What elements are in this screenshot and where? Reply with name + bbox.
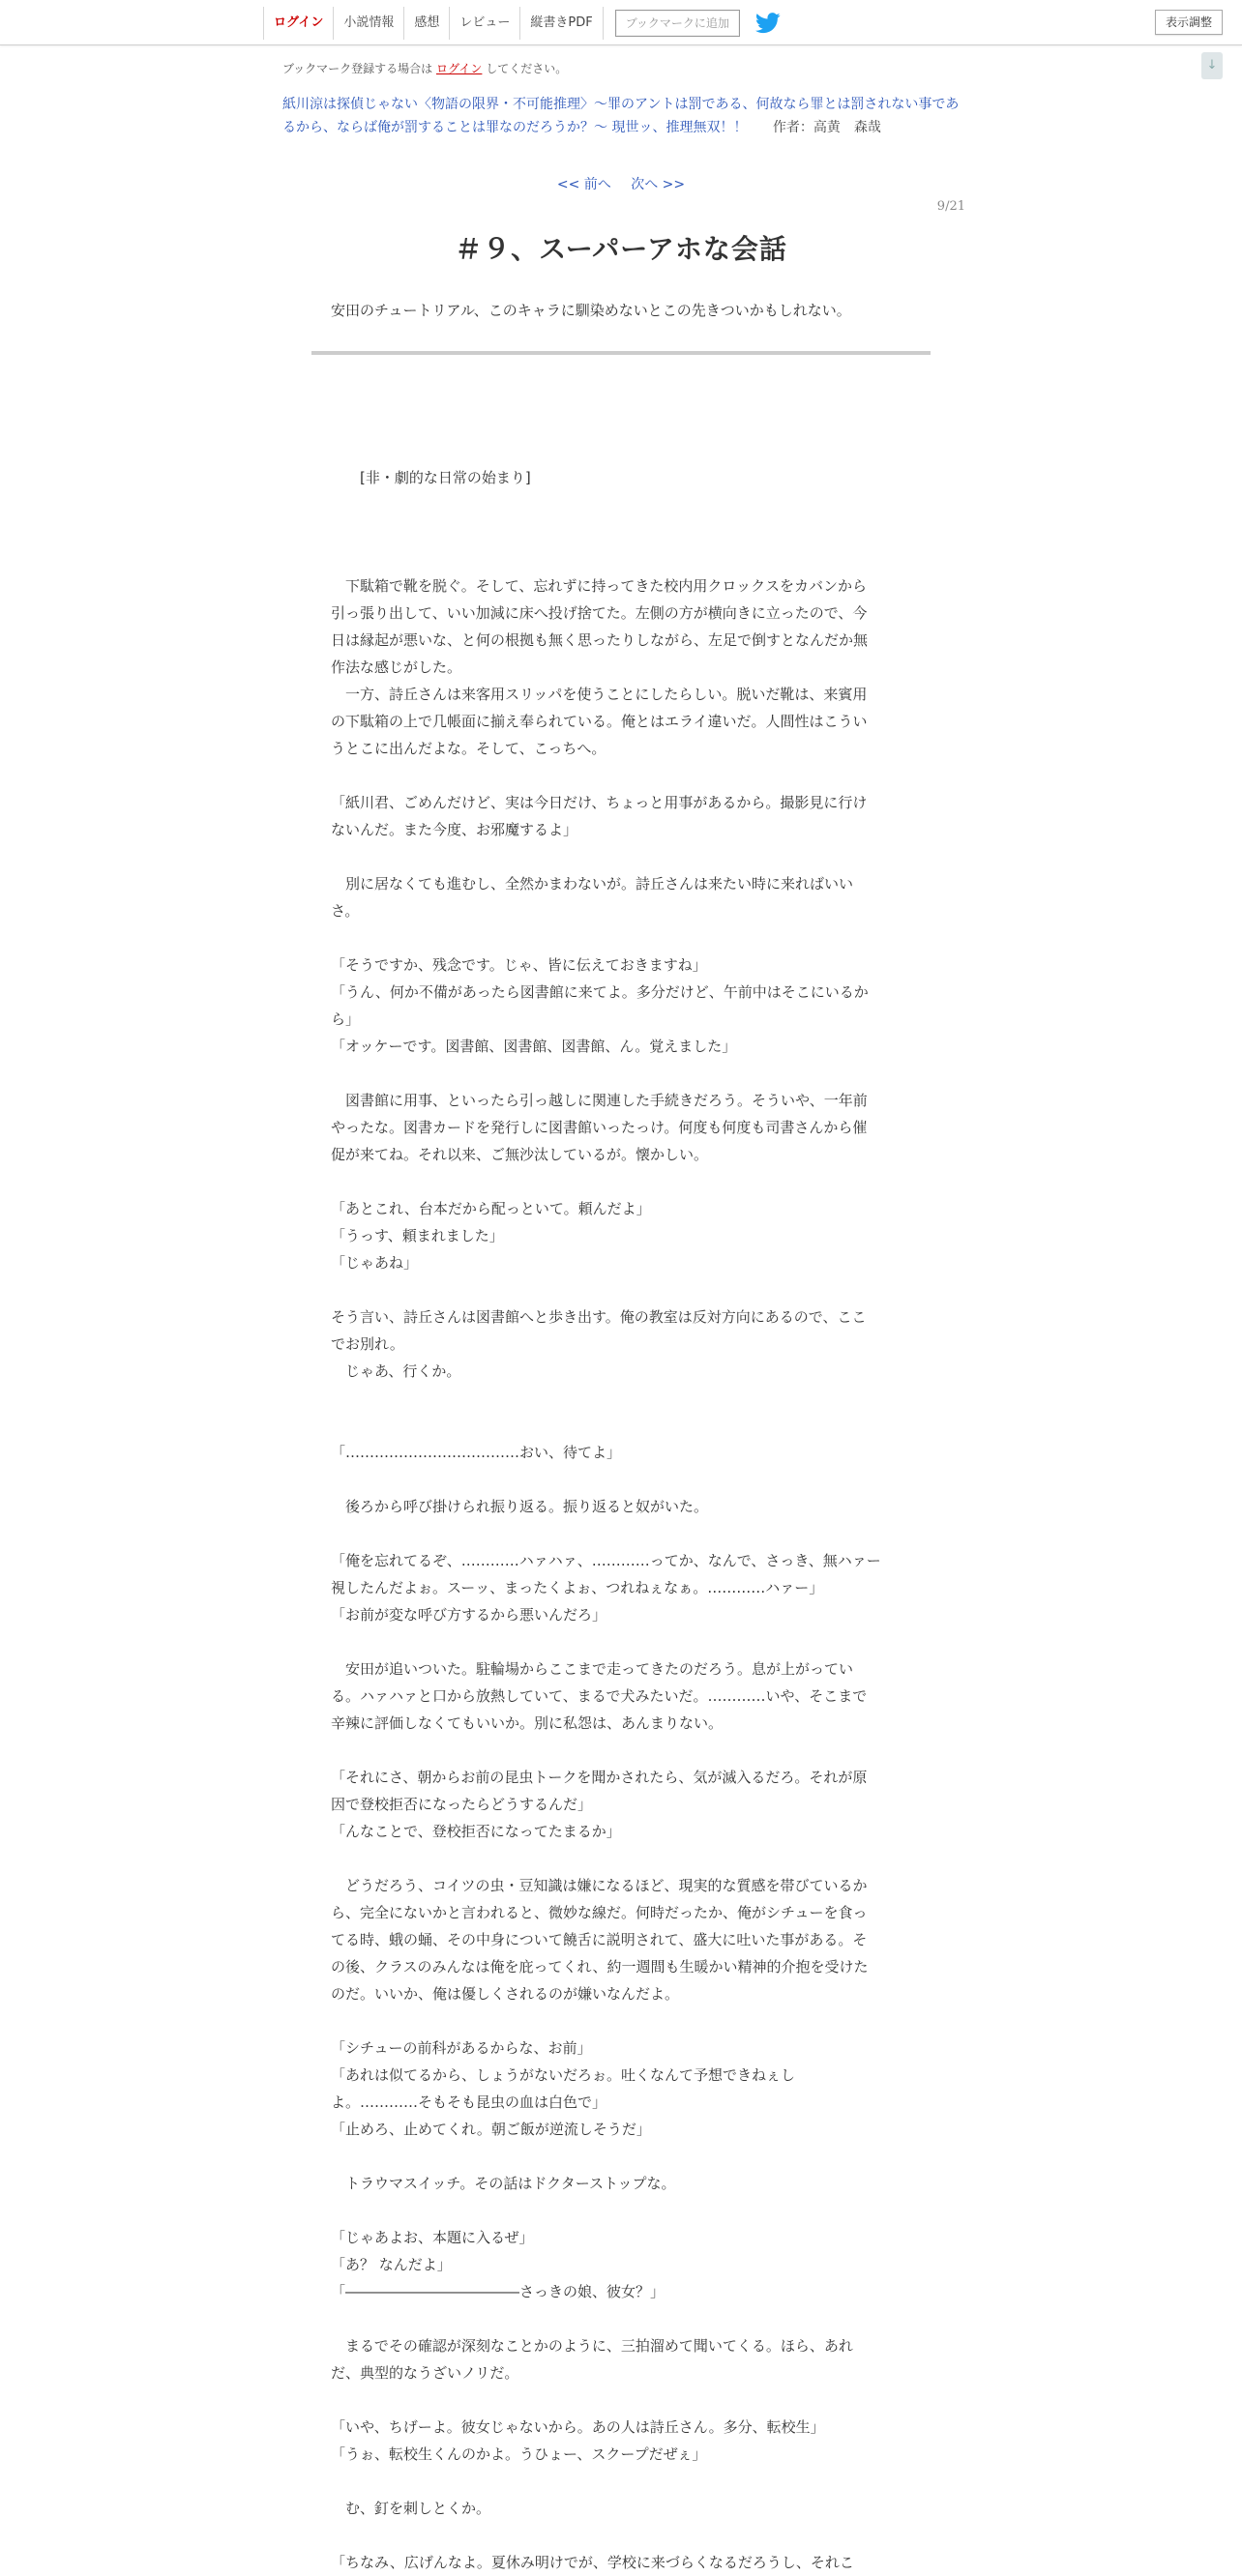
prev-episode-link[interactable]: << 前へ xyxy=(556,177,611,192)
body-line: 「うん、何か不備があったら図書館に来てよ。多分だけど、午前中はそこにいるか xyxy=(331,983,869,1001)
body-line: 「紙川君、ごめんだけど、実は今日だけ、ちょっと用事があるから。撮影見に行け xyxy=(331,794,868,811)
nav-menu xyxy=(263,6,781,41)
nav-review-link[interactable]: レビュー xyxy=(449,7,519,40)
body-line xyxy=(331,1168,911,1195)
body-line: 促が来てね。それ以来、ご無沙汰しているが。懐かしい。 xyxy=(331,1146,709,1163)
chapter-title: ＃９、スーパーアホな会話 xyxy=(455,233,787,265)
body-line: まるでその確認が深刻なことかのように、三拍溜めて聞いてくる。ほら、あれ xyxy=(331,2337,853,2355)
body-line xyxy=(331,1845,911,1872)
body-line: 「あとこれ、台本だから配っといて。頼んだよ」 xyxy=(331,1200,651,1217)
chapter-body-text xyxy=(331,410,911,2576)
body-line: 「オッケーです。図書館、図書館、図書館、ん。覚えました」 xyxy=(331,1038,737,1055)
body-line: さ。 xyxy=(331,902,360,920)
body-line: だ、典型的なうざいノリだ。 xyxy=(331,2364,519,2382)
body-line: そう言い、詩丘さんは図書館へと歩き出す。俺の教室は反対方向にあるので、ここ xyxy=(331,1308,867,1326)
author-label: 作者： xyxy=(772,120,813,135)
body-line: [非・劇的な日常の始まり] xyxy=(331,469,531,486)
body-line: ら、完全にないかと言われると、微妙な線だ。何時だったか、俺がシチューを食っ xyxy=(331,1904,868,1921)
body-line xyxy=(331,437,911,464)
body-line: 「それにさ、朝からお前の昆虫トークを聞かされたら、気が滅入るだろ。それが原 xyxy=(331,1769,868,1786)
episode-pager xyxy=(0,174,1242,193)
body-line xyxy=(331,1412,911,1439)
body-line xyxy=(331,491,911,518)
body-line: る。ハァハァと口から放熱していて、まるで犬みたいだ。…………いや、そこまで xyxy=(331,1687,868,1705)
body-line: 「あ？ なんだよ」 xyxy=(331,2256,452,2273)
body-line: 「あれは似てるから、しょうがないだろぉ。吐くなんて予想できねぇし xyxy=(331,2066,796,2084)
body-line xyxy=(331,2143,911,2170)
body-line: 因で登校拒否になったらどうするんだ」 xyxy=(331,1796,593,1813)
author-name: 高黄 森哉 xyxy=(813,120,881,135)
body-line: 「じゃあね」 xyxy=(331,1254,419,1272)
body-line xyxy=(331,1276,911,1303)
body-line: やったな。図書カードを発行しに図書館いったっけ。何度も何度も司書さんから催 xyxy=(331,1119,868,1136)
body-line: うとこに出んだよな。そして、こっちへ。 xyxy=(331,740,606,757)
episode-count: 9/21 xyxy=(936,199,965,214)
nav-impressions-link[interactable]: 感想 xyxy=(403,7,449,40)
body-line: 「んなことで、登校拒否になってたまるか」 xyxy=(331,1823,621,1840)
author-line xyxy=(773,120,881,135)
scroll-down-icon[interactable]: ↓ xyxy=(1201,52,1223,79)
body-line xyxy=(331,2007,911,2034)
body-line xyxy=(331,1385,911,1412)
body-line xyxy=(331,545,911,572)
novel-header xyxy=(282,93,969,139)
body-line: 後ろから呼び掛けられ振り返る。振り返ると奴がいた。 xyxy=(331,1498,709,1515)
body-line: 引っ張り出して、いい加減に床へ投げ捨てた。左側の方が横向きに立ったので、今 xyxy=(331,604,868,622)
body-line: 「お前が変な呼び方するから悪いんだろ」 xyxy=(331,1606,607,1624)
notice-prefix: ブックマーク登録する場合は xyxy=(282,62,433,75)
body-line: 辛辣に評価しなくてもいいか。別に私怨は、あんまりない。 xyxy=(331,1714,724,1732)
body-line: 「――――――――――――さっきの娘、彼女？」 xyxy=(331,2283,665,2300)
nav-login-link[interactable]: ログイン xyxy=(263,7,333,40)
body-line: よ。…………そもそも昆虫の血は白色で」 xyxy=(331,2093,607,2111)
body-line: 「うっす、頼まれました」 xyxy=(331,1227,504,1244)
body-line: でお別れ。 xyxy=(331,1335,404,1353)
notice-login-link[interactable]: ログイン xyxy=(436,62,483,75)
body-line xyxy=(331,2386,911,2414)
body-line: ないんだ。また今度、お邪魔するよ」 xyxy=(331,821,578,838)
bookmark-login-notice xyxy=(282,60,567,76)
chapter-preface: 安田のチュートリアル、このキャラに馴染めないとこの先きついかもしれない。 xyxy=(331,302,851,319)
body-line xyxy=(331,518,911,545)
body-line xyxy=(331,762,911,789)
body-line: 「止めろ、止めてくれ。朝ご飯が逆流しそうだ」 xyxy=(331,2121,651,2138)
nav-vertical-pdf-link[interactable]: 縦書きPDF xyxy=(519,7,603,40)
body-line xyxy=(331,1520,911,1547)
body-line: 「うぉ、転校生くんのかよ。うひょー、スクープだぜぇ」 xyxy=(331,2445,707,2463)
body-line: のだ。いいか、俺は優しくされるのが嫌いなんだよ。 xyxy=(331,1985,680,2003)
body-line xyxy=(331,924,911,951)
body-line: 視したんだよぉ。スーッ、まったくよぉ、つれねぇなぁ。…………ハァー」 xyxy=(331,1579,824,1596)
body-line xyxy=(331,1466,911,1493)
body-line: 日は縁起が悪いな、と何の根拠も無く思ったりしながら、左足で倒すとなんだか無 xyxy=(331,631,869,649)
top-navigation-bar xyxy=(0,0,1242,45)
body-line: 「じゃあよお、本題に入るぜ」 xyxy=(331,2229,534,2246)
body-line: どうだろう、コイツの虫・豆知識は嫌になるほど、現実的な質感を帯びているか xyxy=(331,1877,868,1894)
body-line: む、釘を刺しとくか。 xyxy=(331,2500,491,2517)
add-bookmark-button[interactable]: ブックマークに追加 xyxy=(615,10,740,37)
body-line: 「俺を忘れてるぞ、…………ハァハァ、…………ってか、なんで、さっき、無ハァー xyxy=(331,1552,881,1569)
body-line xyxy=(331,1060,911,1087)
body-line: 別に居なくても進むし、全然かまわないが。詩丘さんは来たい時に来ればいい xyxy=(331,875,854,893)
body-line: ら」 xyxy=(331,1010,361,1028)
body-line xyxy=(331,410,911,437)
body-line: 作法な感じがした。 xyxy=(331,659,462,676)
body-line: 「いや、ちげーよ。彼女じゃないから。あの人は詩丘さん。多分、転校生」 xyxy=(331,2418,825,2436)
body-line: じゃあ、行くか。 xyxy=(331,1362,461,1380)
next-episode-link[interactable]: 次へ >> xyxy=(631,177,686,192)
body-line: 「シチューの前科があるからな、お前」 xyxy=(331,2039,592,2057)
body-line: 一方、詩丘さんは来客用スリッパを使うことにしたらしい。脱いだ靴は、来賓用 xyxy=(331,686,868,703)
body-line: 「………………………………おい、待てよ」 xyxy=(331,1444,622,1461)
body-line xyxy=(331,843,911,870)
nav-novel-info-link[interactable]: 小説情報 xyxy=(333,7,403,40)
body-line xyxy=(331,2522,911,2549)
body-line: 下駄箱で靴を脱ぐ。そして、忘れずに持ってきた校内用クロックスをカバンから xyxy=(331,577,867,595)
body-line xyxy=(331,2468,911,2495)
body-line: 安田が追いついた。駐輪場からここまで走ってきたのだろう。息が上がってい xyxy=(331,1660,854,1678)
novel-title-link[interactable]: 紙川涼は探偵じゃない〈物語の限界・不可能推理〉～罪のアントは罰である、何故なら罪とは罰されない事であるから、ならば俺が罰することは罪なのだろうか？～ 現世ッ、推理無双！！ xyxy=(282,97,960,135)
preface-divider xyxy=(311,351,931,355)
body-line xyxy=(331,2305,911,2332)
body-line: の後、クラスのみんなは俺を庇ってくれ、約一週間も生暖かい精神的介抱を受けた xyxy=(331,1958,869,1976)
body-line: 「ちなみ、広げんなよ。夏休み明けでが、学校に来づらくなるだろうし、それこ xyxy=(331,2554,854,2571)
body-line: 「そうですか、残念です。じゃ、皆に伝えておきますね」 xyxy=(331,956,707,974)
body-line: てる時、蛾の蛹、その中身について饒舌に説明されて、盛大に吐いた事がある。そ xyxy=(331,1931,868,1948)
body-line: の下駄箱の上で几帳面に揃え奉られている。俺とはエライ違いだ。人間性はこうい xyxy=(331,713,868,730)
body-line: トラウマスイッチ。その話はドクターストップな。 xyxy=(331,2175,676,2192)
twitter-bird-icon[interactable] xyxy=(755,13,781,34)
body-line xyxy=(331,2197,911,2224)
notice-suffix: してください。 xyxy=(486,62,568,75)
body-line xyxy=(331,1628,911,1655)
display-settings-button[interactable]: 表示調整 xyxy=(1155,10,1223,35)
body-line xyxy=(331,1737,911,1764)
body-line: 図書館に用事、といったら引っ越しに関連した手続きだろう。そういや、一年前 xyxy=(331,1092,868,1109)
